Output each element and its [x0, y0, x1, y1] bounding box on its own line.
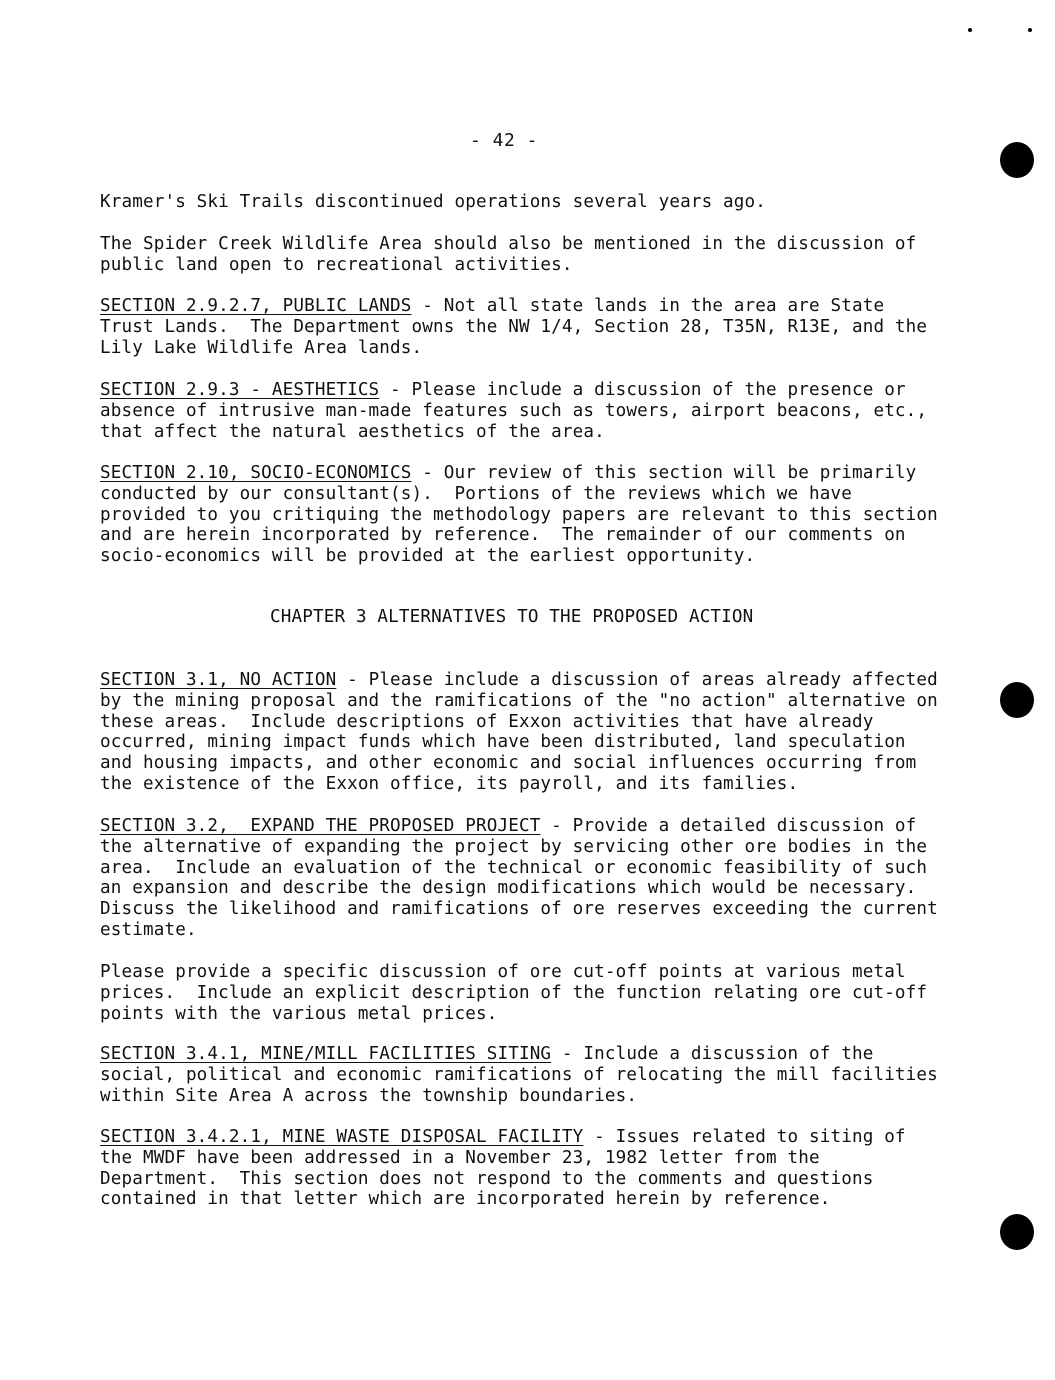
- paragraph-mine-mill-siting: SECTION 3.4.1, MINE/MILL FACILITIES SITING - Include a discussion of the social, political and economic ramifications of relocating the mill facilities within Site Area A across the township boundaries.: [100, 1044, 938, 1106]
- section-heading: SECTION 2.9.2.7, PUBLIC LANDS: [100, 296, 412, 316]
- paragraph-no-action: SECTION 3.1, NO ACTION - Please include a discussion of areas already affected by the mining proposal and the ramifications of the "no action" alternative on these areas. Include descriptions of Exxon activities that have already occurred, mining impact funds which have been distributed, land speculation and housing impacts, and other economic and social influences occurring from the existence of the Exxon office, its payroll, and its families.: [100, 670, 938, 794]
- section-heading: SECTION 3.4.1, MINE/MILL FACILITIES SITING: [100, 1044, 552, 1064]
- paragraph-aesthetics: SECTION 2.9.3 - AESTHETICS - Please include a discussion of the presence or absence of intrusive man-made features such as towers, airport beacons, etc., that affect the natural aesthetics of the area.: [100, 380, 928, 442]
- paragraph-public-lands: SECTION 2.9.2.7, PUBLIC LANDS - Not all state lands in the area are State Trust Lands. The Department owns the NW 1/4, Section 28, T35N, R13E, and the Lily Lake Wildlife Area lands.: [100, 296, 928, 358]
- punch-hole-bottom: [1000, 1214, 1034, 1250]
- scan-speck: [968, 28, 972, 32]
- paragraph-mine-waste: SECTION 3.4.2.1, MINE WASTE DISPOSAL FACILITY - Issues related to siting of the MWDF have been addressed in a November 23, 1982 letter from the Department. This section does not respond to the comments and questions contained in that letter which are incorporated herein by reference.: [100, 1127, 906, 1210]
- chapter-title: CHAPTER 3 ALTERNATIVES TO THE PROPOSED ACTION: [270, 607, 754, 627]
- section-heading: SECTION 3.4.2.1, MINE WASTE DISPOSAL FACILITY: [100, 1127, 584, 1147]
- paragraph-expand-project: SECTION 3.2, EXPAND THE PROPOSED PROJECT - Provide a detailed discussion of the alternative of expanding the project by servicing other ore bodies in the area. Include an evaluation of the technical or economic feasibility of such an expansion and describe the design modifications which would be necessary. Discuss the likelihood and ramifications of ore reserves exceeding the current estimate.: [100, 816, 938, 940]
- scan-speck: [1028, 28, 1032, 32]
- paragraph-spider-creek: The Spider Creek Wildlife Area should also be mentioned in the discussion of public land open to recreational activities.: [100, 234, 917, 275]
- section-heading: SECTION 2.10, SOCIO-ECONOMICS: [100, 463, 412, 483]
- section-heading: SECTION 3.2, EXPAND THE PROPOSED PROJECT: [100, 816, 541, 836]
- punch-hole-top: [1000, 142, 1034, 178]
- paragraph-kramers: Kramer's Ski Trails discontinued operations several years ago.: [100, 192, 767, 212]
- section-heading: SECTION 3.1, NO ACTION: [100, 670, 337, 690]
- page-number: - 42 -: [469, 130, 539, 151]
- paragraph-cut-off-points: Please provide a specific discussion of ore cut-off points at various metal prices. Include an explicit description of the function relating ore cut-off points with the various metal prices.: [100, 962, 928, 1024]
- paragraph-socio-economics: SECTION 2.10, SOCIO-ECONOMICS - Our review of this section will be primarily conducted by our consultant(s). Portions of the reviews which we have provided to you critiquing the methodology papers are relevant to this section and are herein incorporated by reference. The remainder of our comments on socio-economics will be provided at the earliest opportunity.: [100, 463, 938, 567]
- section-heading: SECTION 2.9.3 - AESTHETICS: [100, 380, 380, 400]
- punch-hole-middle: [1000, 682, 1034, 718]
